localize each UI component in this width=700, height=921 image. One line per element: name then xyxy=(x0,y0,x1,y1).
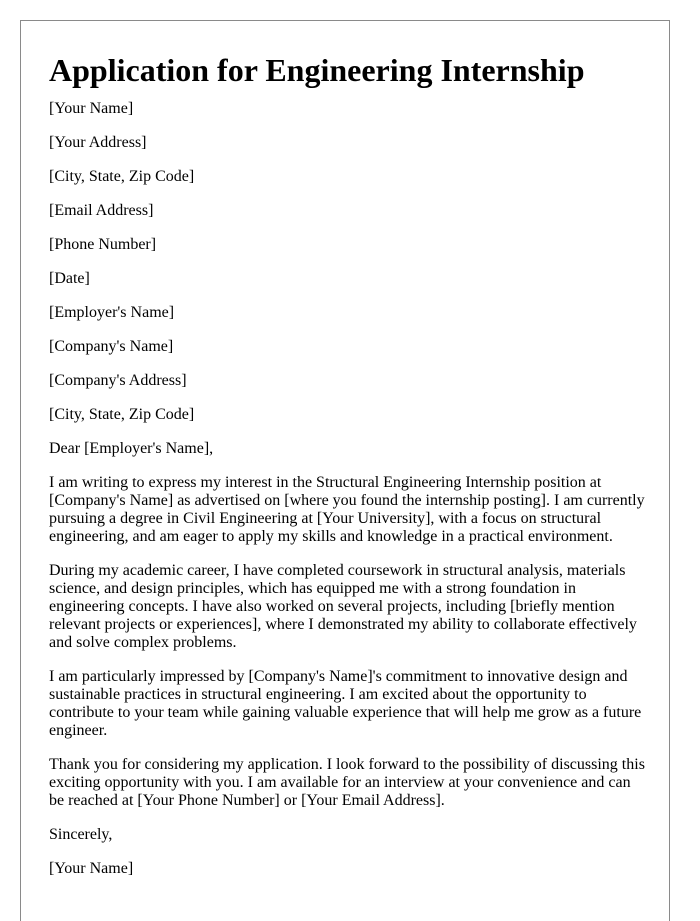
body-paragraph: During my academic career, I have completed coursework in structural analysis, materials science, and design principles, which has equipped me with a strong foundation in engineering concepts. I have also worked on several projects, including [briefly mention relevant projects or experiences], where I demonstrated my ability to collaborate effectively and solve complex problems. xyxy=(49,562,637,651)
recipient-company-address: [Company's Address] xyxy=(49,372,187,389)
body-paragraph: I am writing to express my interest in the Structural Engineering Internship position at [Company's Name] as advertised on [where you found the internship posting]. I am currently pursuing a degree in Civil Engineering at [Your University], with a focus on structural engineering, and am eager to apply my skills and knowledge in a practical environment. xyxy=(49,474,645,545)
closing: Sincerely, xyxy=(49,826,113,843)
recipient-employer-name: [Employer's Name] xyxy=(49,304,175,321)
recipient-company-name: [Company's Name] xyxy=(49,338,174,355)
recipient-city-state-zip: [City, State, Zip Code] xyxy=(49,406,195,423)
salutation: Dear [Employer's Name], xyxy=(49,440,214,457)
sender-email: [Email Address] xyxy=(49,202,154,219)
body-paragraph: Thank you for considering my application. I look forward to the possibility of discussing this exciting opportunity with you. I am available for an interview at your convenience and can be reached at [Your Phone Number] or [Your Email Address]. xyxy=(49,756,645,809)
signature-name: [Your Name] xyxy=(49,860,134,877)
sender-phone: [Phone Number] xyxy=(49,236,157,253)
letter-date: [Date] xyxy=(49,270,90,287)
sender-city-state-zip: [City, State, Zip Code] xyxy=(49,168,195,185)
sender-block xyxy=(49,100,649,424)
sender-address: [Your Address] xyxy=(49,134,147,151)
sender-name: [Your Name] xyxy=(49,100,134,117)
letter-page xyxy=(20,20,670,921)
body-paragraph: I am particularly impressed by [Company's Name]'s commitment to innovative design and sustainable practices in structural engineering. I am excited about the opportunity to contribute to your team while gaining valuable experience that will help me grow as a future engineer. xyxy=(49,668,642,739)
letter-title: Application for Engineering Internship xyxy=(49,52,585,88)
